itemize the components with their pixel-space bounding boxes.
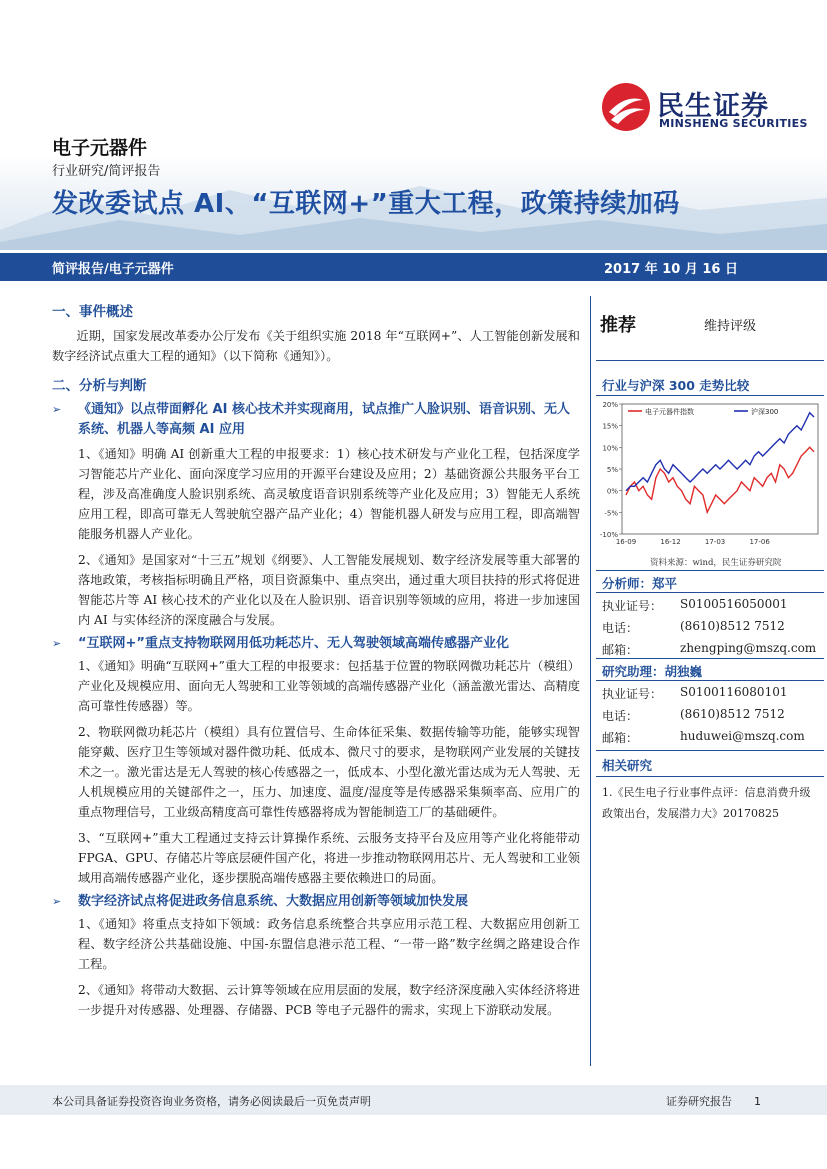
- assistant-phone-value: (8610)8512 7512: [680, 707, 785, 721]
- sidebar-rule: [596, 360, 824, 361]
- iot-paragraph-1: 1、《通知》明确“互联网+”重大工程的申报要求：包括基于位置的物联网微功耗芯片（模组）产业化及规模应用、面向无人驾驶和工业等领域的高端传感器产业化（涵盖激光雷达、高精度高可靠性传感器）等。: [78, 659, 580, 713]
- analyst-license-label: 执业证号：: [602, 599, 663, 613]
- x-tick-label: 17-03: [704, 538, 726, 546]
- section-heading-analysis: 二、分析与判断: [52, 378, 147, 394]
- assistant-email-label: 邮箱：: [602, 731, 639, 745]
- minsheng-logo-icon: [601, 82, 651, 132]
- analyst-email-value[interactable]: zhengping@mszq.com: [680, 641, 817, 655]
- x-tick-label: 17-06: [749, 538, 770, 546]
- digital-paragraph-1: 1、《通知》将重点支持如下领域：政务信息系统整合共享应用示范工程、大数据应用创新工程、数字经济公共基础设施、中国-东盟信息港示范工程、“一带一路”数字丝绸之路建设合作工程。: [78, 917, 580, 971]
- bullet-arrow-icon: ➢: [52, 637, 62, 650]
- ai-paragraph-2: 2、《通知》是国家对“十三五”规划《纲要》、人工智能发展规划、数字经济发展等重大部署的落地政策，考核指标明确且严格，项目资源集中、重点突出，通过重大项目扶持的形式将促进智能芯片等 AI 核心技术的产业化以及在人脸识别、语音识别等领域的应用，将进一步加速国内 AI 与实体经济的深度融合与发展。: [78, 553, 580, 627]
- report-type: 行业研究/简评报告: [52, 164, 161, 179]
- section-heading-overview: 一、事件概述: [52, 304, 133, 320]
- assistant-email-value[interactable]: huduwei@mszq.com: [680, 729, 805, 743]
- bullet-title-digital: 数字经济试点将促进政务信息系统、大数据应用创新等领域加快发展: [78, 894, 469, 909]
- recommendation: 推荐: [600, 315, 636, 336]
- sidebar-rule: [596, 658, 824, 659]
- band-category: 简评报告/电子元器件: [52, 262, 174, 277]
- logo-chinese-name: 民生证券: [657, 91, 769, 122]
- footer-disclaimer[interactable]: 本公司具备证券投资咨询业务资格，请务必阅读最后一页免责声明: [52, 1095, 371, 1108]
- bullet-ai: [52, 400, 580, 440]
- y-tick-label: -5%: [604, 509, 618, 518]
- band-date: 2017 年 10 月 16 日: [604, 262, 738, 277]
- bullet-title-iot: “互联网+”重点支持物联网用低功耗芯片、无人驾驶领域高端传感器产业化: [78, 636, 509, 651]
- rating: 维持评级: [704, 319, 757, 334]
- overview-paragraph: 近期，国家发展改革委办公厅发布《关于组织实施 2018 年“互联网+”、人工智能创新发展和数字经济试点重大工程的通知》（以下简称《通知》）。: [52, 329, 580, 363]
- y-tick-label: 15%: [602, 422, 618, 431]
- sidebar-rule: [596, 570, 824, 571]
- x-tick-label: 16-12: [660, 538, 681, 546]
- assistant-heading: 研究助理：胡独巍: [602, 664, 703, 679]
- assistant-license-label: 执业证号：: [602, 687, 663, 701]
- bullet-title-ai: 《通知》以点带面孵化 AI 核心技术并实现商用，试点推广人脸识别、语音识别、无人系统、机器人等高频 AI 应用: [78, 402, 570, 437]
- sidebar-rule: [596, 395, 824, 396]
- series-line-1: [626, 413, 814, 491]
- sidebar-rule: [596, 750, 824, 751]
- related-item[interactable]: 1.《民生电子行业事件点评：信息消费升级政策出台，发展潜力大》20170825: [602, 786, 811, 820]
- y-tick-label: 20%: [602, 401, 618, 409]
- related-heading: 相关研究: [602, 758, 653, 773]
- analyst-phone-label: 电话：: [602, 621, 639, 635]
- sector-label: 电子元器件: [52, 137, 148, 159]
- analyst-heading: 分析师：郑平: [602, 576, 678, 591]
- assistant-phone-label: 电话：: [602, 709, 639, 723]
- analyst-email-label: 邮箱：: [602, 643, 639, 657]
- x-tick-label: 16-09: [615, 538, 637, 546]
- bullet-digital: [52, 892, 580, 912]
- legend-label: 电子元器件指数: [645, 408, 694, 416]
- sidebar-divider: [590, 296, 591, 1066]
- ai-paragraph-1: 1、《通知》明确 AI 创新重大工程的申报要求：1）核心技术研发与产业化工程，包括深度学习智能芯片产业化、面向深度学习应用的开源平台建设及应用；2）基础资源公共服务平台工程，涉及高准确度人脸识别系统、高灵敏度语音识别系统等产业化及应用；3）智能无人系统应用工程，即高可靠无人驾驶航空器产品产业化；4）智能机器人研发与应用工程，即高端智能服务机器人产业化。: [78, 447, 580, 541]
- sidebar-rule: [596, 592, 824, 593]
- legend-label: 沪深300: [751, 408, 779, 416]
- bullet-iot: [52, 634, 580, 654]
- analyst-phone-value: (8610)8512 7512: [680, 619, 785, 633]
- y-tick-label: -10%: [599, 531, 618, 539]
- footer-page: 证券研究报告 1: [666, 1095, 761, 1108]
- bullet-arrow-icon: ➢: [52, 895, 62, 908]
- sidebar-rule: [596, 776, 824, 777]
- analyst-license-value: S0100516050001: [680, 597, 788, 611]
- y-tick-label: 5%: [606, 466, 618, 474]
- iot-paragraph-3: 3、“互联网+”重大工程通过支持云计算操作系统、云服务支持平台及应用等产业化将能带动 FPGA、GPU、存储芯片等底层硬件国产化，将进一步推动物联网用芯片、无人驾驶和工业领域用高端传感器产业化，逐步摆脱高端传感器主要依赖进口的局面。: [78, 831, 580, 885]
- digital-paragraph-2: 2、《通知》将带动大数据、云计算等领域在应用层面的发展，数字经济深度融入实体经济将进一步提升对传感器、处理器、存储器、PCB 等电子元器件的需求，实现上下游联动发展。: [78, 983, 580, 1017]
- chart-heading: 行业与沪深 300 走势比较: [602, 378, 750, 393]
- iot-paragraph-2: 2、物联网微功耗芯片（模组）具有位置信号、生命体征采集、数据传输等功能，能够实现智能穿戴、医疗卫生等领域对器件微功耗、低成本、微尺寸的要求，是物联网产业发展的关键技术之一。激光雷达是无人驾驶的核心传感器之一，低成本、小型化激光雷达成为无人驾驶、无人机规模应用的关键部件之一，压力、加速度、温度/湿度等是传感器采集频率高、应用广的重点物理信号，工业级高精度高可靠性传感器将成为智能制造工厂的基础硬件。: [78, 725, 580, 819]
- assistant-license-value: S0100116080101: [680, 685, 788, 699]
- trend-chart: [596, 398, 824, 568]
- main-content: [52, 300, 580, 1020]
- bullet-arrow-icon: ➢: [52, 403, 62, 416]
- series-line-0: [626, 447, 814, 512]
- report-title: 发改委试点 AI、“互联网+”重大工程，政策持续加码: [52, 189, 680, 219]
- sidebar-rule: [596, 680, 824, 681]
- logo-english-name: MINSHENG SECURITIES: [659, 117, 808, 130]
- y-tick-label: 0%: [606, 487, 618, 496]
- y-tick-label: 10%: [602, 444, 618, 453]
- chart-source: 资料来源：wind，民生证券研究院: [650, 558, 782, 568]
